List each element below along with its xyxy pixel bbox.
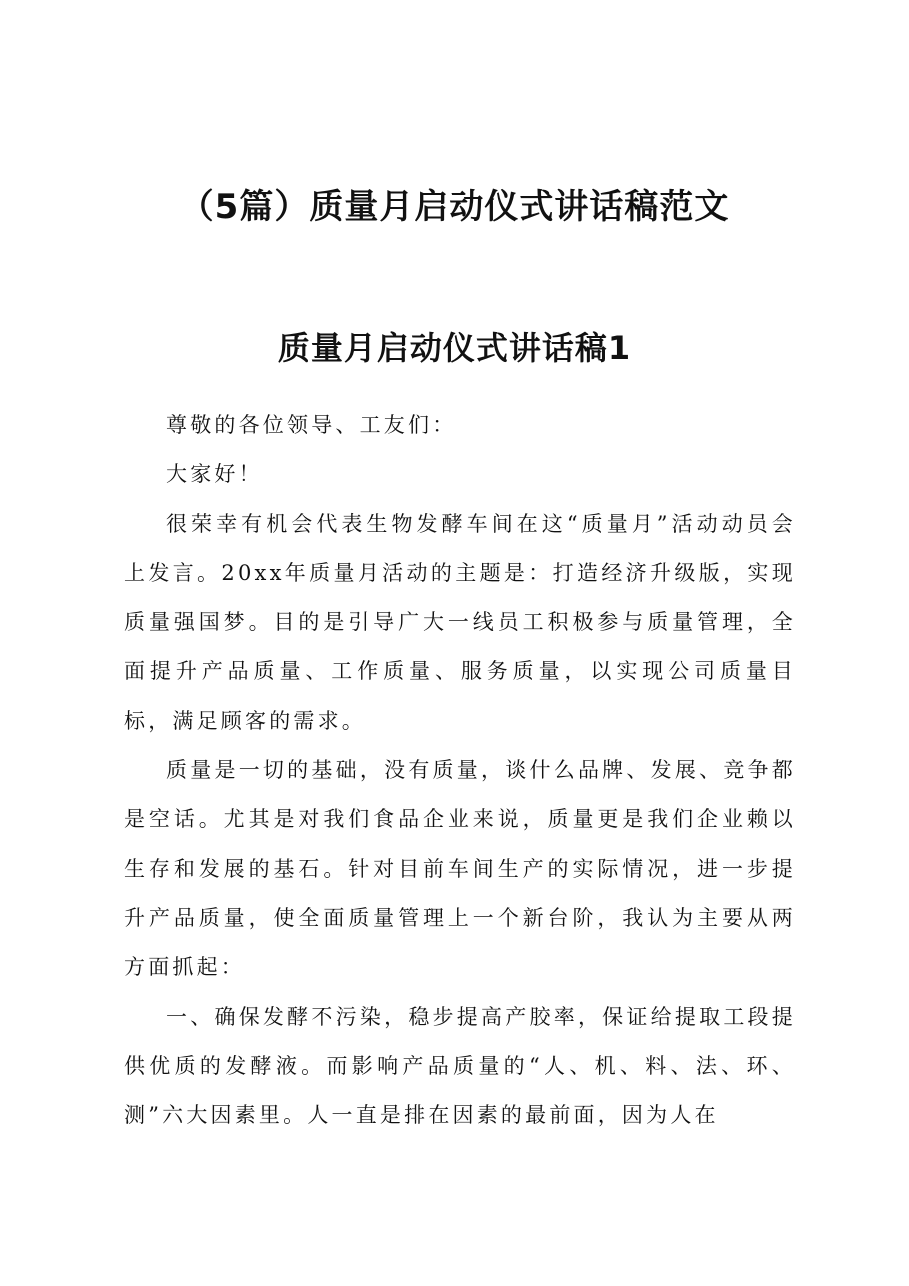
body-paragraph: 质量是一切的基础，没有质量，谈什么品牌、发展、竞争都是空话。尤其是对我们食品企业来说，质量更是我们企业赖以生存和发展的基石。针对目前车间生产的实际情况，进一步提升产品质量，使全面质量管理上一个新台阶，我认为主要从两方面抓起： (124, 758, 796, 980)
section-title: 质量月启动仪式讲话稿1 (277, 329, 632, 367)
body-paragraph: 一、确保发酵不污染，稳步提高产胶率，保证给提取工段提供优质的发酵液。而影响产品质量的“人、机、料、法、环、测”六大因素里。人一直是排在因素的最前面，因为人在 (124, 1004, 796, 1128)
greeting-paragraph: 大家好！ (166, 462, 263, 487)
body-paragraph: 很荣幸有机会代表生物发酵车间在这“质量月”活动动员会上发言。20xx年质量月活动的主题是：打造经济升级版，实现质量强国梦。目的是引导广大一线员工积极参与质量管理，全面提升产品质量、工作质量、服务质量，以实现公司质量目标，满足顾客的需求。 (124, 511, 796, 733)
document-body (124, 401, 796, 1140)
salutation-paragraph: 尊敬的各位领导、工友们： (166, 413, 457, 437)
document-title: （5篇）质量月启动仪式讲话稿范文 (179, 187, 730, 227)
